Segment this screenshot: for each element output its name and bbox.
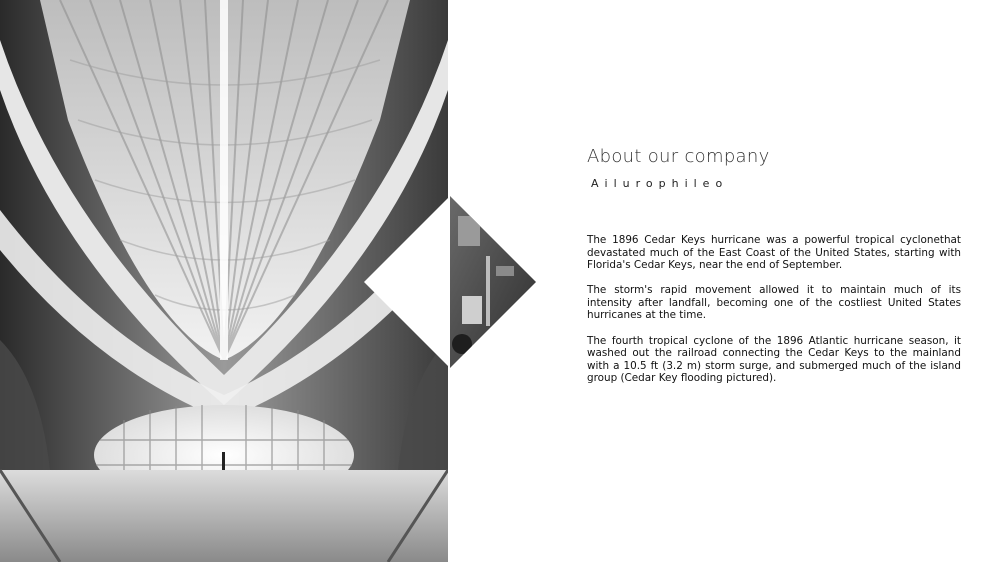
page-title: About our company: [587, 146, 770, 167]
diamond-decoration: [364, 196, 450, 368]
paragraph: The storm's rapid movement allowed it to maintain much of its intensity after landfall, becoming one of the costliest United States hurricanes at the time.: [587, 284, 961, 322]
body-text: [587, 234, 961, 385]
paragraph: The fourth tropical cyclone of the 1896 Atlantic hurricane season, it washed out the railroad connecting the Cedar Keys to the mainland with a 10.5 ft (3.2 m) storm surge, and submerged much of the island group (Cedar Key flooding pictured).: [587, 334, 961, 385]
paragraph: The 1896 Cedar Keys hurricane was a powerful tropical cyclonethat devastated much of the East Coast of the United States, starting with Florida's Cedar Keys, near the end of September.: [587, 234, 961, 272]
company-name: Ailurophileo: [591, 177, 729, 190]
diamond-image: [450, 196, 536, 368]
about-section: [587, 146, 961, 397]
